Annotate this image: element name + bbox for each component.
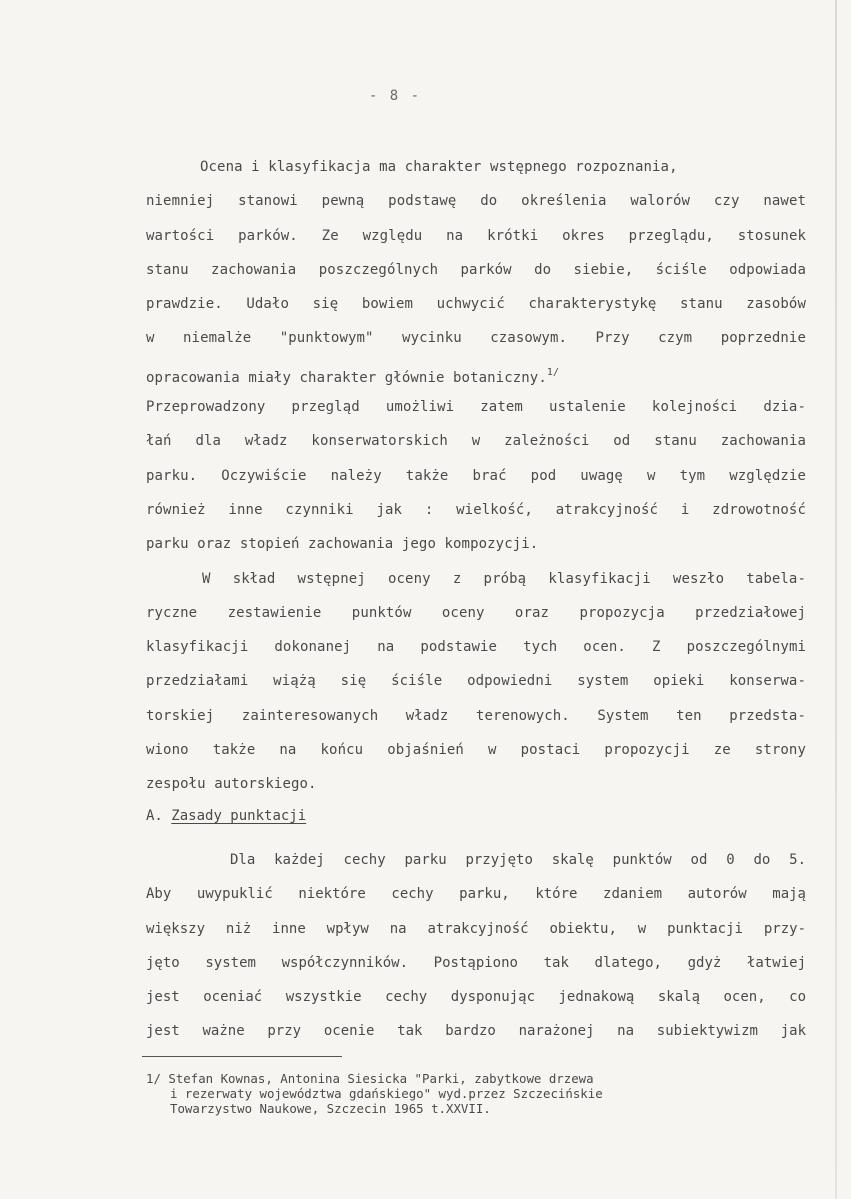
paragraph-3-line: przedziałami wiążą się ściśle odpowiedni system opieki konserwa- xyxy=(146,673,806,690)
paragraph-3-line: W skład wstępnej oceny z próbą klasyfikacji weszło tabela- xyxy=(202,570,806,587)
footnote xyxy=(146,1071,806,1116)
body-text-block xyxy=(146,150,806,802)
footnote-line: i rezerwaty województwa gdańskiego" wyd.przez Szczecińskie xyxy=(170,1086,603,1101)
section-title: Zasady punktacji xyxy=(171,808,307,824)
paragraph-2-line: łań dla władz konserwatorskich w zależności od stanu zachowania xyxy=(146,433,806,450)
paragraph-1-line: w niemalże "punktowym" wycinku czasowym. Przy czym poprzednie xyxy=(146,330,806,347)
footnote-reference: 1/ xyxy=(546,366,560,378)
section-heading xyxy=(146,808,306,824)
footnote-line: Towarzystwo Naukowe, Szczecin 1965 t.XXVII. xyxy=(170,1101,491,1116)
paragraph-2-line: Przeprowadzony przegląd umożliwi zatem ustalenie kolejności dzia- xyxy=(146,399,806,416)
footnote-divider xyxy=(142,1056,342,1057)
paragraph-4-line: Dla każdej cechy parku przyjęto skalę punktów od 0 do 5. xyxy=(230,852,806,868)
paragraph-2-line: również inne czynniki jak : wielkość, atrakcyjność i zdrowotność xyxy=(146,501,806,518)
paragraph-1-line: stanu zachowania poszczególnych parków do siebie, ściśle odpowiada xyxy=(146,261,806,278)
section-prefix: A. xyxy=(146,808,163,824)
paragraph-4-line: jest ważne przy ocenie tak bardzo narażonej na subiektywizm jak xyxy=(146,1023,806,1040)
paragraph-4-line: jest oceniać wszystkie cechy dysponując jednakową skalą ocen, co xyxy=(146,989,806,1006)
paragraph-4-line: Aby uwypuklić niektóre cechy parku, które zdaniem autorów mają xyxy=(146,886,806,903)
paragraph-3-line: torskiej zainteresowanych władz terenowych. System ten przedsta- xyxy=(146,707,806,724)
paragraph-1-line: wartości parków. Ze względu na krótki okres przeglądu, stosunek xyxy=(146,227,806,244)
paragraph-4-line: jęto system współczynników. Postąpiono tak dlatego, gdyż łatwiej xyxy=(146,954,806,971)
paragraph-3-line: ryczne zestawienie punktów oceny oraz propozycja przedziałowej xyxy=(146,604,806,621)
paragraph-2-line: parku. Oczywiście należy także brać pod uwagę w tym względzie xyxy=(146,467,806,484)
paragraph-1-last-line xyxy=(146,356,806,390)
footnote-line: 1/ Stefan Kownas, Antonina Siesicka "Parki, zabytkowe drzewa xyxy=(146,1071,594,1086)
paragraph-3-line: klasyfikacji dokonanej na podstawie tych ocen. Z poszczególnymi xyxy=(146,639,806,656)
paragraph-3-line: zespołu autorskiego. xyxy=(146,776,317,793)
page-edge-shadow xyxy=(835,0,837,1199)
body-text-block-2 xyxy=(146,843,806,1049)
paragraph-3-line: wiono także na końcu objaśnień w postaci propozycji ze strony xyxy=(146,742,806,759)
paragraph-4-line: większy niż inne wpływ na atrakcyjność obiektu, w punktacji przy- xyxy=(146,920,806,937)
paragraph-1-line: Ocena i klasyfikacja ma charakter wstępnego rozpoznania, xyxy=(200,159,678,175)
paragraph-2-line: parku oraz stopień zachowania jego kompozycji. xyxy=(146,536,539,553)
paragraph-1-line: niemniej stanowi pewną podstawę do określenia walorów czy nawet xyxy=(146,193,806,210)
paragraph-1-line: prawdzie. Udało się bowiem uchwycić charakterystykę stanu zasobów xyxy=(146,296,806,313)
paragraph-1-line: opracowania miały charakter głównie botaniczny. xyxy=(146,369,547,386)
page-number: - 8 - xyxy=(368,88,422,104)
